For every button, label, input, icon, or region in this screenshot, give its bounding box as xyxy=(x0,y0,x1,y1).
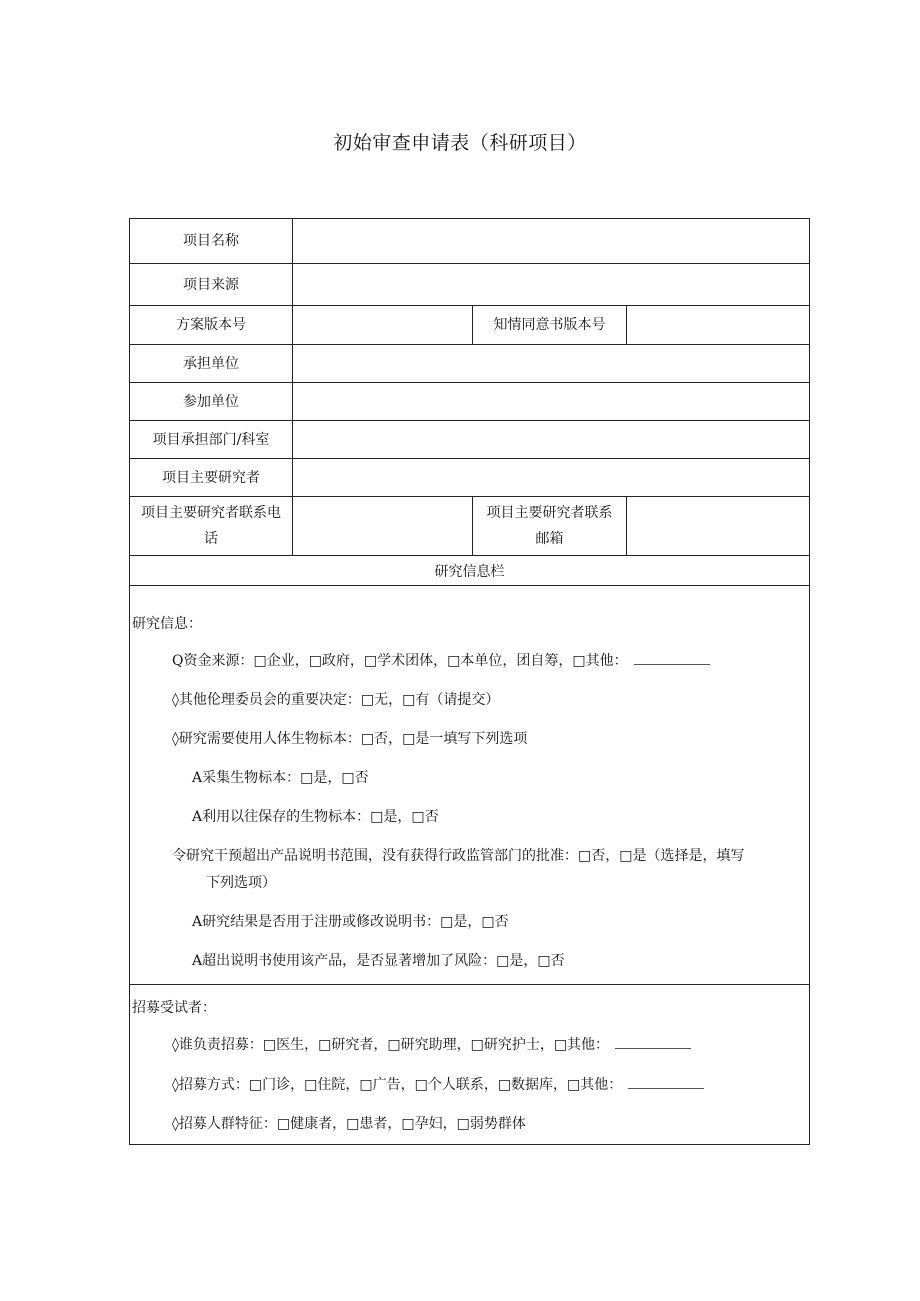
project-name-field[interactable] xyxy=(293,219,810,264)
page-title: 初始审查申请表（科研项目） xyxy=(333,132,587,154)
recruit-who-line xyxy=(130,1034,809,1055)
specimen-stored-line: A利用以往保存的生物标本：□是，□否 xyxy=(192,808,439,825)
research-info-block xyxy=(130,586,810,985)
beyond-register-line: A研究结果是否用于注册或修改说明书：□是，□否 xyxy=(192,913,509,930)
pi-email-label xyxy=(473,497,627,556)
consent-version-field[interactable] xyxy=(627,306,810,345)
beyond-risk-line: A超出说明书使用该产品，是否显著增加了风险：□是，□否 xyxy=(192,952,565,969)
research-info-section-title: 研究信息栏 xyxy=(130,556,810,586)
participating-unit-field[interactable] xyxy=(293,383,810,421)
recruit-who-text: ◊谁负责招募：□医生，□研究者，□研究助理，□研究护士，□其他： xyxy=(172,1036,610,1053)
beyond-label-line: 令研究干预超出产品说明书范围，没有获得行政监管部门的批准：□否，□是（选择是，填写 xyxy=(172,847,745,864)
recruit-method-line xyxy=(130,1074,809,1095)
project-source-field[interactable] xyxy=(293,264,810,306)
pi-phone-label-line2: 话 xyxy=(204,531,218,547)
funding-other-blank[interactable] xyxy=(634,650,710,665)
recruit-heading: 招募受试者： xyxy=(132,999,216,1016)
pi-phone-field[interactable] xyxy=(293,497,473,556)
funding-source-text: Q资金来源：□企业，□政府，□学术团体，□本单位，团自筹，□其他： xyxy=(172,652,628,669)
recruit-block xyxy=(130,985,810,1145)
protocol-version-label: 方案版本号 xyxy=(130,306,293,345)
specimen-collect-line: A采集生物标本：□是，□否 xyxy=(192,769,369,786)
recruit-method-text: ◊招募方式：□门诊，□住院，□广告，□个人联系，□数据库，□其他： xyxy=(172,1076,623,1093)
pi-email-label-line1: 项目主要研究者联系 xyxy=(486,505,613,521)
pi-field[interactable] xyxy=(293,459,810,497)
pi-label: 项目主要研究者 xyxy=(130,459,293,497)
pi-phone-label xyxy=(130,497,293,556)
application-form xyxy=(129,218,810,1145)
participating-unit-label: 参加单位 xyxy=(130,383,293,421)
ethics-decision-line: ◊其他伦理委员会的重要决定：□无，□有（请提交） xyxy=(172,691,500,708)
project-name-label: 项目名称 xyxy=(130,219,293,264)
beyond-label-cont-line: 下列选项） xyxy=(206,874,276,891)
consent-version-label: 知情同意书版本号 xyxy=(473,306,627,345)
protocol-version-field[interactable] xyxy=(293,306,473,345)
funding-source-line xyxy=(130,650,809,671)
pi-phone-label-line1: 项目主要研究者联系电 xyxy=(141,505,281,521)
department-label: 项目承担部门/科室 xyxy=(130,421,293,459)
department-field[interactable] xyxy=(293,421,810,459)
pi-email-field[interactable] xyxy=(627,497,810,556)
recruit-who-other-blank[interactable] xyxy=(615,1034,691,1049)
recruit-population-line: ◊招募人群特征：□健康者，□患者，□孕妇，□弱势群体 xyxy=(172,1115,526,1132)
project-source-label: 项目来源 xyxy=(130,264,293,306)
undertaking-unit-field[interactable] xyxy=(293,345,810,383)
pi-email-label-line2: 邮箱 xyxy=(535,531,564,547)
specimen-line: ◊研究需要使用人体生物标本：□否，□是一填写下列选项 xyxy=(172,730,528,747)
research-info-heading: 研究信息： xyxy=(132,615,202,632)
undertaking-unit-label: 承担单位 xyxy=(130,345,293,383)
recruit-method-other-blank[interactable] xyxy=(628,1074,704,1089)
